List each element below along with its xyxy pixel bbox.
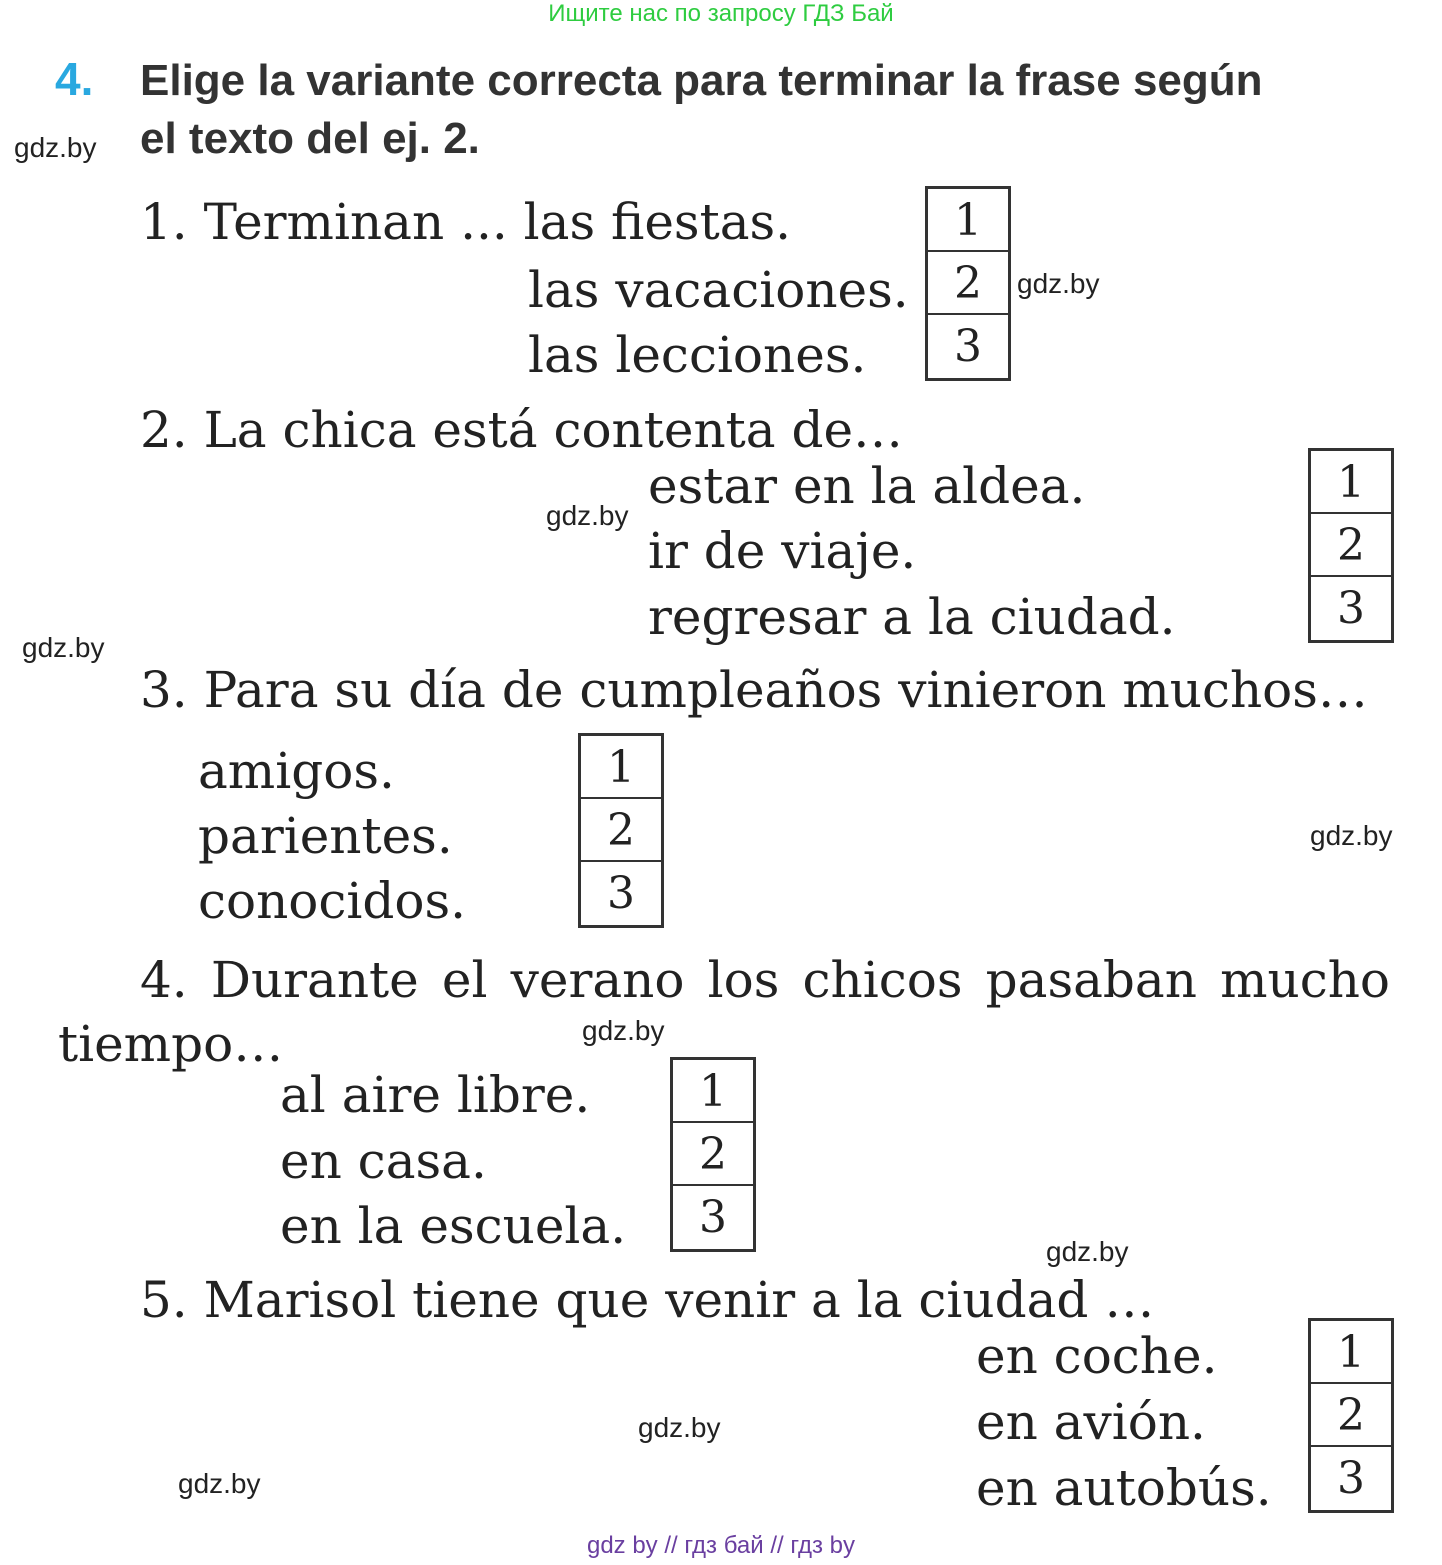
footer-links: gdz by // гдз бай // гдз by bbox=[586, 1532, 856, 1559]
watermark: gdz.by bbox=[1046, 1236, 1129, 1267]
top-banner: Ищите нас по запросу ГДЗ Бай bbox=[548, 0, 894, 27]
instruction-line-1: Elige la variante correcta para terminar la frase según bbox=[140, 56, 1263, 105]
question-4-stem: 4. Durante el verano los chicos pasaban mucho tiempo… bbox=[58, 951, 1390, 1073]
question-2-stem: 2. La chica está contenta de… bbox=[140, 401, 904, 459]
answer-box-3[interactable]: 3 bbox=[1337, 1453, 1365, 1504]
answer-box-1[interactable]: 1 bbox=[581, 736, 661, 799]
answer-box-1[interactable]: 1 bbox=[928, 189, 1008, 252]
question-1-answer-boxes bbox=[925, 186, 1011, 381]
answer-box-2[interactable]: 2 bbox=[1311, 514, 1391, 577]
answer-box-3[interactable]: 3 bbox=[607, 868, 635, 919]
question-5-option-1: en coche. bbox=[976, 1327, 1218, 1385]
watermark: gdz.by bbox=[14, 132, 97, 163]
watermark: gdz.by bbox=[546, 500, 629, 531]
question-1-stem: 1. Terminan ... las fiestas. bbox=[140, 193, 792, 251]
question-4-option-3: en la escuela. bbox=[280, 1197, 627, 1255]
answer-box-3[interactable]: 3 bbox=[954, 321, 982, 372]
question-3-stem: 3. Para su día de cumpleaños vinieron muchos… bbox=[140, 661, 1368, 719]
watermark: gdz.by bbox=[1310, 820, 1393, 851]
question-4-option-2: en casa. bbox=[280, 1132, 487, 1190]
question-5-stem: 5. Marisol tiene que venir a la ciudad … bbox=[140, 1271, 1155, 1329]
question-4-answer-boxes bbox=[670, 1057, 756, 1252]
watermark: gdz.by bbox=[178, 1468, 261, 1499]
answer-box-3[interactable]: 3 bbox=[1337, 583, 1365, 634]
answer-box-1[interactable]: 1 bbox=[1311, 1321, 1391, 1384]
watermark: gdz.by bbox=[22, 632, 105, 663]
watermark: gdz.by bbox=[638, 1412, 721, 1443]
question-1-option-3: las lecciones. bbox=[528, 326, 867, 384]
answer-box-1[interactable]: 1 bbox=[1311, 451, 1391, 514]
question-5-option-2: en avión. bbox=[976, 1393, 1206, 1451]
question-5-answer-boxes bbox=[1308, 1318, 1394, 1513]
exercise-number: 4. bbox=[55, 53, 94, 105]
question-3-option-3: conocidos. bbox=[198, 872, 467, 930]
answer-box-2[interactable]: 2 bbox=[581, 799, 661, 862]
watermark: gdz.by bbox=[1017, 268, 1100, 299]
question-3-option-2: parientes. bbox=[198, 807, 453, 865]
question-3-option-1: amigos. bbox=[198, 742, 395, 800]
watermark: gdz.by bbox=[582, 1015, 665, 1046]
question-4-option-1: al aire libre. bbox=[280, 1066, 591, 1124]
exercise-instruction bbox=[140, 52, 1263, 168]
answer-box-1[interactable]: 1 bbox=[673, 1060, 753, 1123]
question-2-option-1: estar en la aldea. bbox=[648, 457, 1086, 515]
answer-box-2[interactable]: 2 bbox=[1311, 1384, 1391, 1447]
question-5-option-3: en autobús. bbox=[976, 1459, 1272, 1517]
answer-box-2[interactable]: 2 bbox=[928, 252, 1008, 315]
answer-box-3[interactable]: 3 bbox=[699, 1192, 727, 1243]
question-2-option-2: ir de viaje. bbox=[648, 522, 917, 580]
answer-box-2[interactable]: 2 bbox=[673, 1123, 753, 1186]
question-2-option-3: regresar a la ciudad. bbox=[648, 588, 1176, 646]
question-1-option-2: las vacaciones. bbox=[528, 261, 909, 319]
question-3-answer-boxes bbox=[578, 733, 664, 928]
instruction-line-2: el texto del ej. 2. bbox=[140, 114, 480, 163]
question-2-answer-boxes bbox=[1308, 448, 1394, 643]
